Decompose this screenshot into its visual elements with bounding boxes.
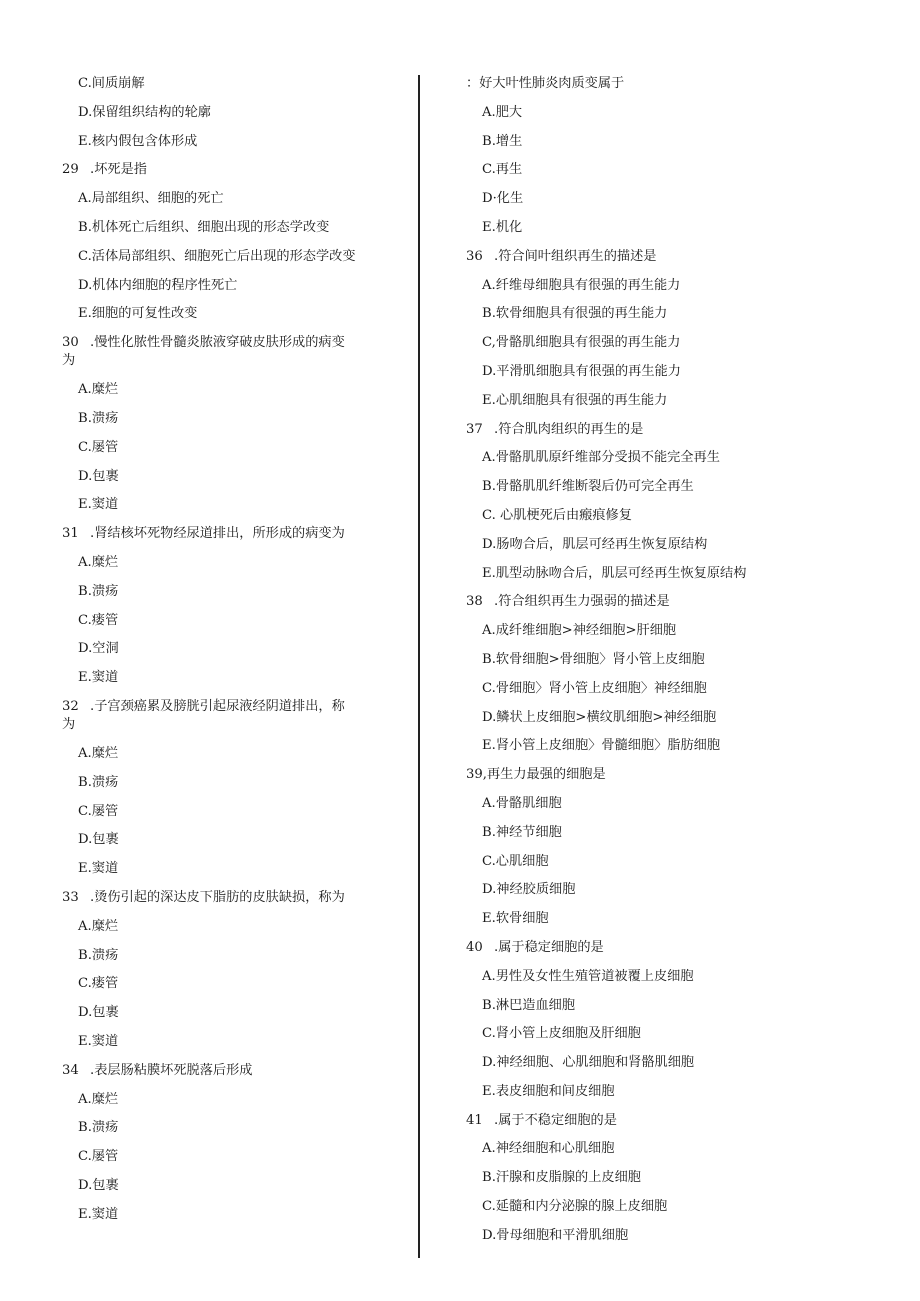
answer-option: B.汗腺和皮脂腺的上皮细胞 bbox=[482, 1170, 641, 1186]
answer-option: B.溃疡 bbox=[78, 410, 119, 426]
answer-option: D.神经胶质细胞 bbox=[482, 882, 576, 898]
question-stem bbox=[62, 884, 392, 913]
question-stem bbox=[62, 156, 392, 185]
answer-option: B.软骨细胞具有很强的再生能力 bbox=[482, 306, 668, 322]
answer-option: E.肌型动脉吻合后，肌层可经再生恢复原结构 bbox=[482, 565, 747, 581]
question-stem bbox=[62, 693, 392, 740]
answer-option: A.肥大 bbox=[482, 104, 523, 120]
answer-option: D.肠吻合后，肌层可经再生恢复原结构 bbox=[482, 536, 708, 552]
question-number: 41 bbox=[466, 1112, 483, 1128]
answer-option: E.肾小管上皮细胞〉骨髓细胞〉脂肪细胞 bbox=[482, 738, 721, 754]
answer-option: E.窦道 bbox=[78, 1206, 119, 1222]
question-number: 33 bbox=[62, 889, 79, 905]
column-divider bbox=[418, 75, 420, 1258]
answer-option: D·化生 bbox=[482, 191, 524, 207]
question-text: .属于稳定细胞的是 bbox=[494, 939, 604, 955]
right-column bbox=[466, 70, 796, 1251]
answer-option: A.男性及女性生殖管道被覆上皮细胞 bbox=[482, 968, 694, 984]
answer-option: E.表皮细胞和间皮细胞 bbox=[482, 1083, 615, 1099]
question-number: 37 bbox=[466, 421, 483, 437]
answer-option: E.机化 bbox=[482, 219, 523, 235]
answer-option: D.保留组织结构的轮廓 bbox=[78, 104, 211, 120]
question-text: .符合组织再生力强弱的描述是 bbox=[494, 594, 670, 610]
question-text: .符合肌肉组织的再生的是 bbox=[494, 421, 644, 437]
question-stem bbox=[466, 416, 796, 445]
left-column bbox=[62, 70, 392, 1229]
answer-option: D.平滑肌细胞具有很强的再生能力 bbox=[482, 363, 681, 379]
question-text: .子宫颈癌累及膀胱引起尿液经阴道排出，称 bbox=[90, 698, 345, 714]
question-text-continued: 为 bbox=[62, 353, 76, 369]
question-line bbox=[62, 334, 392, 352]
answer-option: D.鳞状上皮细胞>横纹肌细胞>神经细胞 bbox=[482, 709, 717, 725]
answer-option: A.局部组织、细胞的死亡 bbox=[78, 191, 224, 207]
answer-option: E.细胞的可复性改变 bbox=[78, 306, 198, 322]
question-number: 34 bbox=[62, 1062, 79, 1078]
question-stem bbox=[466, 70, 796, 99]
question-line bbox=[62, 698, 392, 716]
answer-option: D.包裹 bbox=[78, 1177, 119, 1193]
answer-option: B.机体死亡后组织、细胞出现的形态学改变 bbox=[78, 219, 330, 235]
question-text: .属于不稳定细胞的是 bbox=[494, 1112, 617, 1128]
answer-option: B.溃疡 bbox=[78, 947, 119, 963]
answer-option: C.屡管 bbox=[78, 1149, 119, 1165]
answer-option: E.窦道 bbox=[78, 1033, 119, 1049]
answer-option: C.延髓和内分泌腺的腺上皮细胞 bbox=[482, 1199, 668, 1215]
answer-option: D.包裹 bbox=[78, 832, 119, 848]
answer-option: A.糜烂 bbox=[78, 382, 119, 398]
question-stem bbox=[466, 934, 796, 963]
answer-option: C,骨骼肌细胞具有很强的再生能力 bbox=[482, 335, 681, 351]
question-number: 31 bbox=[62, 526, 79, 542]
question-text: 39,再生力最强的细胞是 bbox=[466, 767, 606, 783]
answer-option: A.成纤维细胞>神经细胞>肝细胞 bbox=[482, 623, 677, 639]
question-text: .符合间叶组织再生的描述是 bbox=[494, 248, 657, 264]
answer-option: A.骨骼肌细胞 bbox=[482, 795, 562, 811]
answer-option: C.间质崩解 bbox=[78, 76, 145, 91]
question-number: 32 bbox=[62, 698, 79, 714]
answer-option: C.瘘管 bbox=[78, 976, 119, 992]
answer-option: C. 心肌梗死后由瘢痕修复 bbox=[482, 507, 632, 523]
question-stem bbox=[466, 761, 796, 790]
question-text: .慢性化脓性骨髓炎脓液穿破皮肤形成的病变 bbox=[90, 335, 345, 351]
answer-option: D.机体内细胞的程序性死亡 bbox=[78, 277, 238, 293]
question-number: 29 bbox=[62, 162, 79, 178]
question-stem bbox=[62, 1057, 392, 1086]
answer-option: A.糜烂 bbox=[78, 1091, 119, 1107]
answer-option: E.窦道 bbox=[78, 497, 119, 513]
question-stem bbox=[466, 243, 796, 272]
answer-option: D.骨母细胞和平滑肌细胞 bbox=[482, 1227, 629, 1243]
question-stem bbox=[466, 588, 796, 617]
question-number: 30 bbox=[62, 335, 79, 351]
answer-option: D.空洞 bbox=[78, 641, 119, 657]
question-text: .肾结核坏死物经尿道排出，所形成的病变为 bbox=[90, 526, 345, 542]
question-stem bbox=[62, 520, 392, 549]
question-text: .烫伤引起的深达皮下脂肪的皮肤缺损，称为 bbox=[90, 889, 345, 905]
answer-option: C.活体局部组织、细胞死亡后出现的形态学改变 bbox=[78, 248, 356, 264]
answer-option: C.屡管 bbox=[78, 803, 119, 819]
question-stem bbox=[466, 1107, 796, 1136]
question-text: .坏死是指 bbox=[90, 162, 147, 178]
answer-option: B.溃疡 bbox=[78, 1120, 119, 1136]
answer-option: D.神经细胞、心肌细胞和肾骼肌细胞 bbox=[482, 1055, 695, 1071]
answer-option: C.肾小管上皮细胞及肝细胞 bbox=[482, 1026, 641, 1042]
answer-option: C.屡管 bbox=[78, 439, 119, 455]
question-text: ：好大叶性肺炎肉质变属于 bbox=[466, 76, 625, 91]
question-text: .表层肠粘膜坏死脱落后形成 bbox=[90, 1062, 253, 1078]
answer-option: C.心肌细胞 bbox=[482, 853, 549, 869]
answer-option: C.瘘管 bbox=[78, 612, 119, 628]
question-number: 40 bbox=[466, 939, 483, 955]
question-number: 36 bbox=[466, 248, 483, 264]
question-text-continued: 为 bbox=[62, 716, 76, 732]
answer-option: A.纤维母细胞具有很强的再生能力 bbox=[482, 277, 681, 293]
answer-option: E.核内假包含体形成 bbox=[78, 133, 198, 149]
answer-option: C.再生 bbox=[482, 162, 523, 178]
answer-option: E.心肌细胞具有很强的再生能力 bbox=[482, 392, 668, 408]
answer-option: A.糜烂 bbox=[78, 918, 119, 934]
answer-option: A.神经细胞和心肌细胞 bbox=[482, 1141, 615, 1157]
answer-option: E.软骨细胞 bbox=[482, 911, 549, 927]
answer-option: A.糜烂 bbox=[78, 554, 119, 570]
question-number: 38 bbox=[466, 594, 483, 610]
answer-option: B.神经节细胞 bbox=[482, 824, 562, 840]
answer-option: E.窦道 bbox=[78, 670, 119, 686]
answer-option: B.软骨细胞>骨细胞〉肾小管上皮细胞 bbox=[482, 651, 705, 667]
answer-option: B.骨骼肌肌纤维断裂后仍可完全再生 bbox=[482, 479, 694, 495]
answer-option: B.淋巴造血细胞 bbox=[482, 997, 576, 1013]
answer-option: C.骨细胞〉肾小管上皮细胞〉神经细胞 bbox=[482, 680, 707, 696]
answer-option: D.包裹 bbox=[78, 1005, 119, 1021]
question-stem bbox=[62, 329, 392, 376]
answer-option: B.溃疡 bbox=[78, 583, 119, 599]
answer-option: B.溃疡 bbox=[78, 774, 119, 790]
answer-option: B.增生 bbox=[482, 133, 523, 149]
answer-option: A.骨骼肌肌原纤维部分受损不能完全再生 bbox=[482, 450, 720, 466]
answer-option: E.窦道 bbox=[78, 861, 119, 877]
answer-option: A.糜烂 bbox=[78, 745, 119, 761]
answer-option: D.包裹 bbox=[78, 468, 119, 484]
